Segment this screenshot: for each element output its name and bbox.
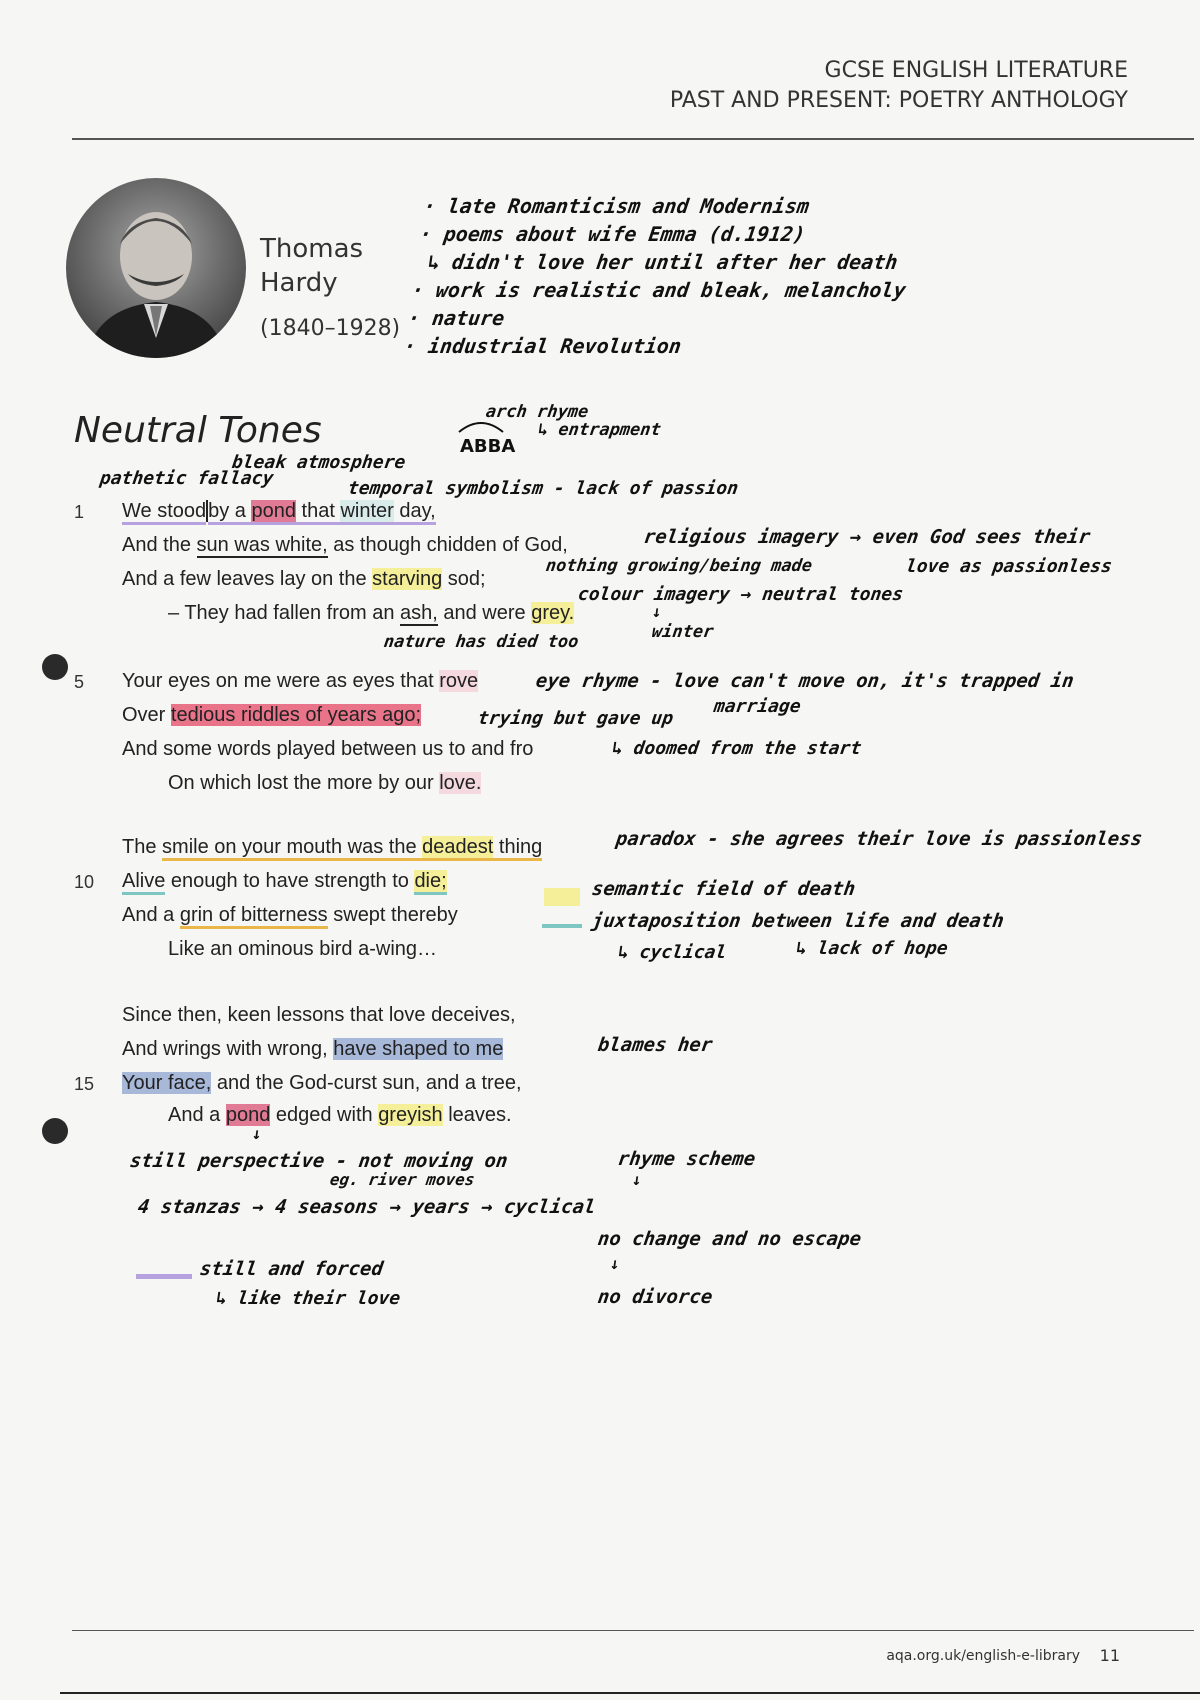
poem-line-16 (168, 1104, 512, 1127)
header-rule (72, 138, 1194, 140)
poem-line-9 (122, 836, 542, 859)
poem-line-15 (122, 1072, 522, 1095)
annotation-paradox: paradox - she agrees their love is passionless (614, 828, 1144, 850)
phrase-we-stood: We stood (122, 500, 206, 525)
page-edge (60, 1692, 1200, 1694)
down-arrow-icon: ↓ (250, 1124, 263, 1143)
line-number: 1 (74, 502, 85, 522)
annotation-marriage: marriage (712, 696, 803, 717)
annotation-stanzas: 4 stanzas → 4 seasons → years → cyclical (136, 1196, 598, 1218)
poem-line-3 (122, 568, 486, 591)
author-name (260, 232, 363, 300)
text: swept thereby (327, 904, 458, 926)
annotation-doomed: ↳ doomed from the start (610, 738, 863, 759)
phrase-sun-was-white: sun was white, (196, 534, 328, 556)
author-note: · nature (406, 306, 507, 330)
annotation-rhyme-scheme: rhyme scheme (616, 1148, 757, 1170)
text: leaves. (442, 1104, 512, 1126)
author-note: ↳ didn't love her until after her death (426, 250, 900, 274)
annotation-like-their-love: ↳ like their love (214, 1288, 402, 1309)
phrase-by-a: by a (208, 500, 251, 525)
annotation-religious: religious imagery → even God sees their (642, 526, 1092, 548)
author-note: · poems about wife Emma (d.1912) (418, 222, 807, 246)
line-number: 10 (74, 872, 95, 892)
poem-line-12: Like an ominous bird a-wing… (168, 938, 438, 960)
text: And wrings with wrong, (122, 1038, 334, 1060)
annotation-pathetic-fallacy: pathetic fallacy (98, 468, 275, 489)
header-line-2: PAST AND PRESENT: POETRY ANTHOLOGY (669, 88, 1128, 113)
phrase-smile: smile on your mouth was the (162, 836, 422, 861)
annotation-cyclical: ↳ cyclical (616, 942, 728, 963)
annotation-still-forced: still and forced (198, 1258, 385, 1280)
text: edged with (270, 1104, 379, 1126)
highlight-rove: rove (439, 670, 479, 692)
highlight-love: love. (439, 772, 482, 794)
annotation-blames-her: blames her (596, 1034, 714, 1056)
binder-hole (42, 1118, 68, 1144)
footer-rule (72, 1630, 1194, 1631)
highlight-tedious-riddles: tedious riddles of years ago; (170, 704, 422, 726)
text: Over (122, 704, 171, 726)
poem-line-1 (122, 500, 436, 523)
phrase-thing: thing (493, 836, 542, 861)
highlight-pond-2: pond (225, 1104, 271, 1126)
annotation-abba: ABBA (460, 436, 516, 457)
annotation-nothing-growing: nothing growing/being made (544, 556, 814, 576)
phrase-that: that (296, 500, 340, 525)
text: And a (168, 1104, 226, 1126)
annotation-temporal: temporal symbolism - lack of passion (346, 478, 740, 499)
highlight-winter: winter (340, 500, 393, 525)
annotation-colour-imagery: colour imagery → neutral tones (576, 584, 905, 605)
annotation-winter: winter (650, 622, 715, 642)
highlight-have-shaped: have shaped to me (333, 1038, 504, 1060)
phrase-day: day, (394, 500, 436, 525)
poem-line-10 (122, 870, 447, 893)
poem-line-5 (122, 670, 478, 693)
text: and the God-curst sun, and a tree, (211, 1072, 522, 1094)
annotation-lack-of-hope: ↳ lack of hope (794, 938, 950, 959)
author-note: · industrial Revolution (402, 334, 683, 358)
legend-swatch-purple (136, 1274, 192, 1279)
highlight-die: die; (414, 870, 446, 895)
highlight-pond: pond (251, 500, 296, 525)
line-number: 5 (74, 672, 85, 692)
annotation-entrapment: ↳ entrapment (536, 420, 663, 440)
annotation-arch-rhyme: arch rhyme (484, 402, 590, 422)
text: enough to have strength to (165, 870, 415, 892)
annotation-juxtaposition: juxtaposition between life and death (590, 910, 1006, 932)
text: On which lost the more by our (168, 772, 440, 794)
page-header (670, 56, 1128, 116)
poem-line-6 (122, 704, 421, 727)
text: The (122, 836, 163, 858)
down-arrow-icon: ↓ (608, 1254, 621, 1273)
author-note: · late Romanticism and Modernism (422, 194, 811, 218)
page-number: 11 (1099, 1646, 1120, 1665)
highlight-starving: starving (372, 568, 443, 590)
phrase-grin-of-bitterness: grin of bitterness (180, 904, 328, 929)
down-arrow-icon: ↓ (650, 602, 663, 621)
annotation-river-moves: eg. river moves (328, 1170, 476, 1189)
annotation-eye-rhyme: eye rhyme - love can't move on, it's trapped in (534, 670, 1076, 692)
author-notes (402, 192, 919, 360)
legend-swatch-teal (542, 924, 582, 928)
poem-title: Neutral Tones (74, 410, 322, 451)
poem-line-13: Since then, keen lessons that love deceives, (122, 1004, 516, 1026)
portrait-image (66, 178, 246, 358)
footer-url: aqa.org.uk/english-e-library (886, 1648, 1080, 1664)
annotation-love-passionless: love as passionless (904, 556, 1114, 577)
annotation-still-perspective: still perspective - not moving on (128, 1150, 510, 1172)
annotation-nature-died: nature has died too (382, 632, 580, 652)
annotation-no-divorce: no divorce (596, 1286, 714, 1308)
highlight-grey: grey. (531, 602, 575, 624)
text: as though chidden of God, (327, 534, 568, 556)
annotation-trying: trying but gave up (476, 708, 675, 729)
author-portrait (66, 178, 246, 358)
annotation-semantic-field: semantic field of death (590, 878, 857, 900)
highlight-deadest: deadest (422, 836, 493, 861)
author-first-name: Thomas (260, 234, 364, 264)
header-line-1: GCSE ENGLISH LITERATURE (824, 58, 1128, 83)
annotation-no-change: no change and no escape (596, 1228, 863, 1250)
poem-line-14 (122, 1038, 503, 1061)
arch-curve-icon (456, 418, 506, 434)
annotation-bleak-atmosphere: bleak atmosphere (230, 452, 407, 473)
text: and were (437, 602, 532, 624)
highlight-your-face: Your face, (122, 1072, 212, 1094)
poem-line-11 (122, 904, 458, 927)
poem-line-7: And some words played between us to and fro (122, 738, 534, 760)
author-note: · work is realistic and bleak, melancholy (410, 278, 908, 302)
text: sod; (442, 568, 486, 590)
text: Your eyes on me were as eyes that (122, 670, 440, 692)
author-last-name: Hardy (260, 268, 338, 298)
author-dates: (1840–1928) (260, 316, 401, 341)
poem-line-2 (122, 534, 568, 557)
binder-hole (42, 654, 68, 680)
down-arrow-icon: ↓ (630, 1170, 643, 1189)
poem-line-8 (168, 772, 481, 795)
highlight-greyish: greyish (378, 1104, 443, 1126)
text: And a (122, 904, 180, 926)
legend-swatch-yellow (544, 888, 580, 906)
phrase-alive: Alive (122, 870, 165, 895)
text: – They had fallen from an (168, 602, 400, 624)
line-number: 15 (74, 1074, 95, 1094)
poem-line-4 (168, 602, 574, 625)
phrase-ash: ash, (400, 602, 438, 624)
text: And the (122, 534, 197, 556)
text: And a few leaves lay on the (122, 568, 373, 590)
